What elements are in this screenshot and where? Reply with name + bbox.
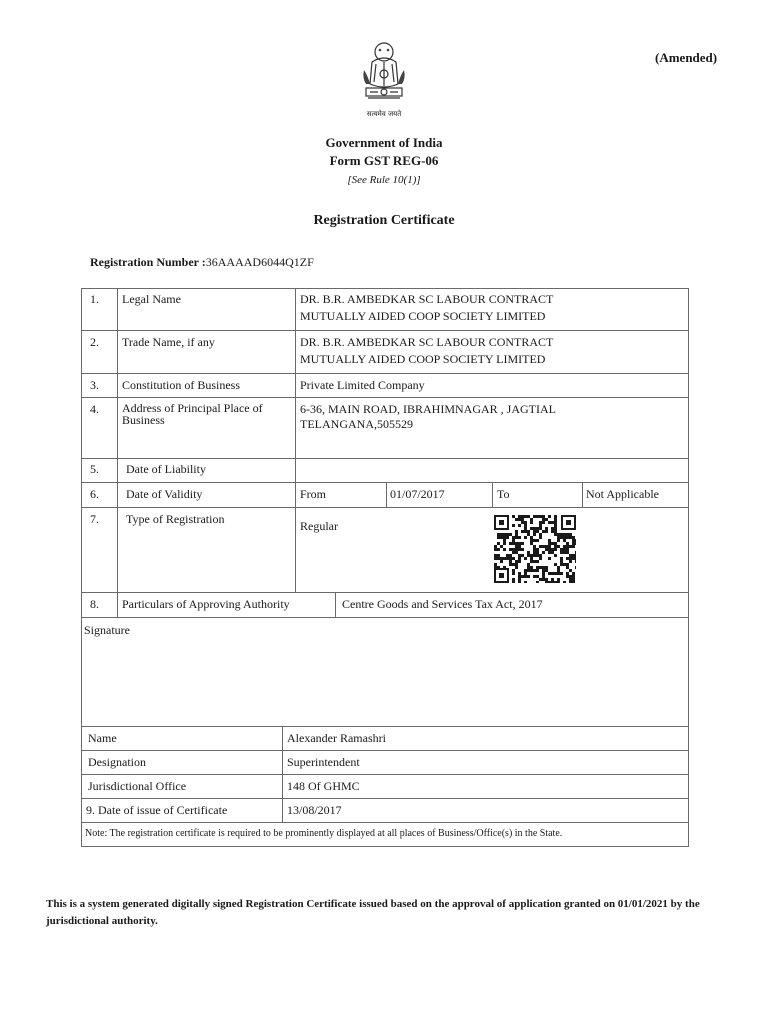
address-value-line1: 6-36, MAIN ROAD, IBRAHIMNAGAR , JAGTIAL <box>300 402 556 416</box>
row-divider <box>81 458 689 459</box>
row-divider <box>81 397 689 398</box>
type-label: Type of Registration <box>126 512 225 526</box>
validity-from-label: From <box>300 487 327 501</box>
row-number: 2. <box>90 335 99 349</box>
rule-reference: [See Rule 10(1)] <box>347 174 421 186</box>
authority-value: Centre Goods and Services Tax Act, 2017 <box>342 597 543 611</box>
row-number: 8. <box>90 597 99 611</box>
liability-label: Date of Liability <box>126 462 206 476</box>
jurisdictional-office-value: 148 Of GHMC <box>287 779 360 793</box>
constitution-value: Private Limited Company <box>300 378 425 392</box>
name-value: Alexander Ramashri <box>287 731 386 745</box>
designation-label: Designation <box>88 755 146 769</box>
row-divider <box>81 592 689 593</box>
registration-number <box>90 255 314 270</box>
validity-from-value: 01/07/2017 <box>390 487 445 501</box>
row-number: 6. <box>90 487 99 501</box>
column-divider <box>386 482 387 507</box>
qr-code-icon <box>494 515 576 583</box>
column-divider <box>295 288 296 592</box>
certificate-title: Registration Certificate <box>313 213 455 228</box>
trade-name-label: Trade Name, if any <box>122 335 215 349</box>
form-heading: Form GST REG-06 <box>329 153 439 168</box>
row-divider <box>81 822 689 823</box>
registration-number-label: Registration Number : <box>90 255 206 269</box>
legal-name-value-line2: MUTUALLY AIDED COOP SOCIETY LIMITED <box>300 309 546 323</box>
issue-date-label: 9. Date of issue of Certificate <box>86 803 228 817</box>
address-value-line2: TELANGANA,505529 <box>300 417 413 431</box>
row-divider <box>81 482 689 483</box>
validity-to-value: Not Applicable <box>586 487 659 501</box>
column-divider <box>492 482 493 507</box>
row-divider <box>81 774 689 775</box>
trade-name-value-line1: DR. B.R. AMBEDKAR SC LABOUR CONTRACT <box>300 335 554 349</box>
name-label: Name <box>88 731 117 745</box>
address-label-line1: Address of Principal Place of <box>122 401 263 415</box>
row-divider <box>81 798 689 799</box>
footer-notice: This is a system generated digitally signed Registration Certificate issued based on the approval of application granted on 01/01/2021 by the jurisdictional authority. <box>46 898 700 927</box>
column-divider <box>282 726 283 822</box>
amended-label: (Amended) <box>655 50 718 65</box>
emblem-motto: सत्यमेव जयते <box>366 110 402 118</box>
legal-name-value-line1: DR. B.R. AMBEDKAR SC LABOUR CONTRACT <box>300 292 554 306</box>
row-divider <box>81 330 689 331</box>
row-divider <box>81 726 689 727</box>
issue-date-value: 13/08/2017 <box>287 803 342 817</box>
row-number: 1. <box>90 292 99 306</box>
display-note: Note: The registration certificate is required to be prominently displayed at all places of Business/Office(s) in the State. <box>85 828 563 839</box>
validity-to-label: To <box>497 487 510 501</box>
address-label-line2: Business <box>122 413 165 427</box>
constitution-label: Constitution of Business <box>122 378 241 392</box>
row-number: 4. <box>90 402 99 416</box>
row-divider <box>81 507 689 508</box>
column-divider <box>335 592 336 618</box>
legal-name-label: Legal Name <box>122 292 181 306</box>
jurisdictional-office-label: Jurisdictional Office <box>88 779 187 793</box>
row-number: 5. <box>90 462 99 476</box>
designation-value: Superintendent <box>287 755 360 769</box>
signature-label: Signature <box>84 623 130 637</box>
government-heading: Government of India <box>325 135 443 150</box>
registration-number-value: 36AAAAD6044Q1ZF <box>205 255 314 269</box>
row-number: 7. <box>90 512 99 526</box>
row-divider <box>81 750 689 751</box>
validity-label: Date of Validity <box>126 487 203 501</box>
row-number: 3. <box>90 378 99 392</box>
trade-name-value-line2: MUTUALLY AIDED COOP SOCIETY LIMITED <box>300 352 546 366</box>
column-divider <box>117 288 118 618</box>
column-divider <box>582 482 583 507</box>
type-value: Regular <box>300 519 338 533</box>
authority-label: Particulars of Approving Authority <box>122 597 290 611</box>
row-divider <box>81 373 689 374</box>
